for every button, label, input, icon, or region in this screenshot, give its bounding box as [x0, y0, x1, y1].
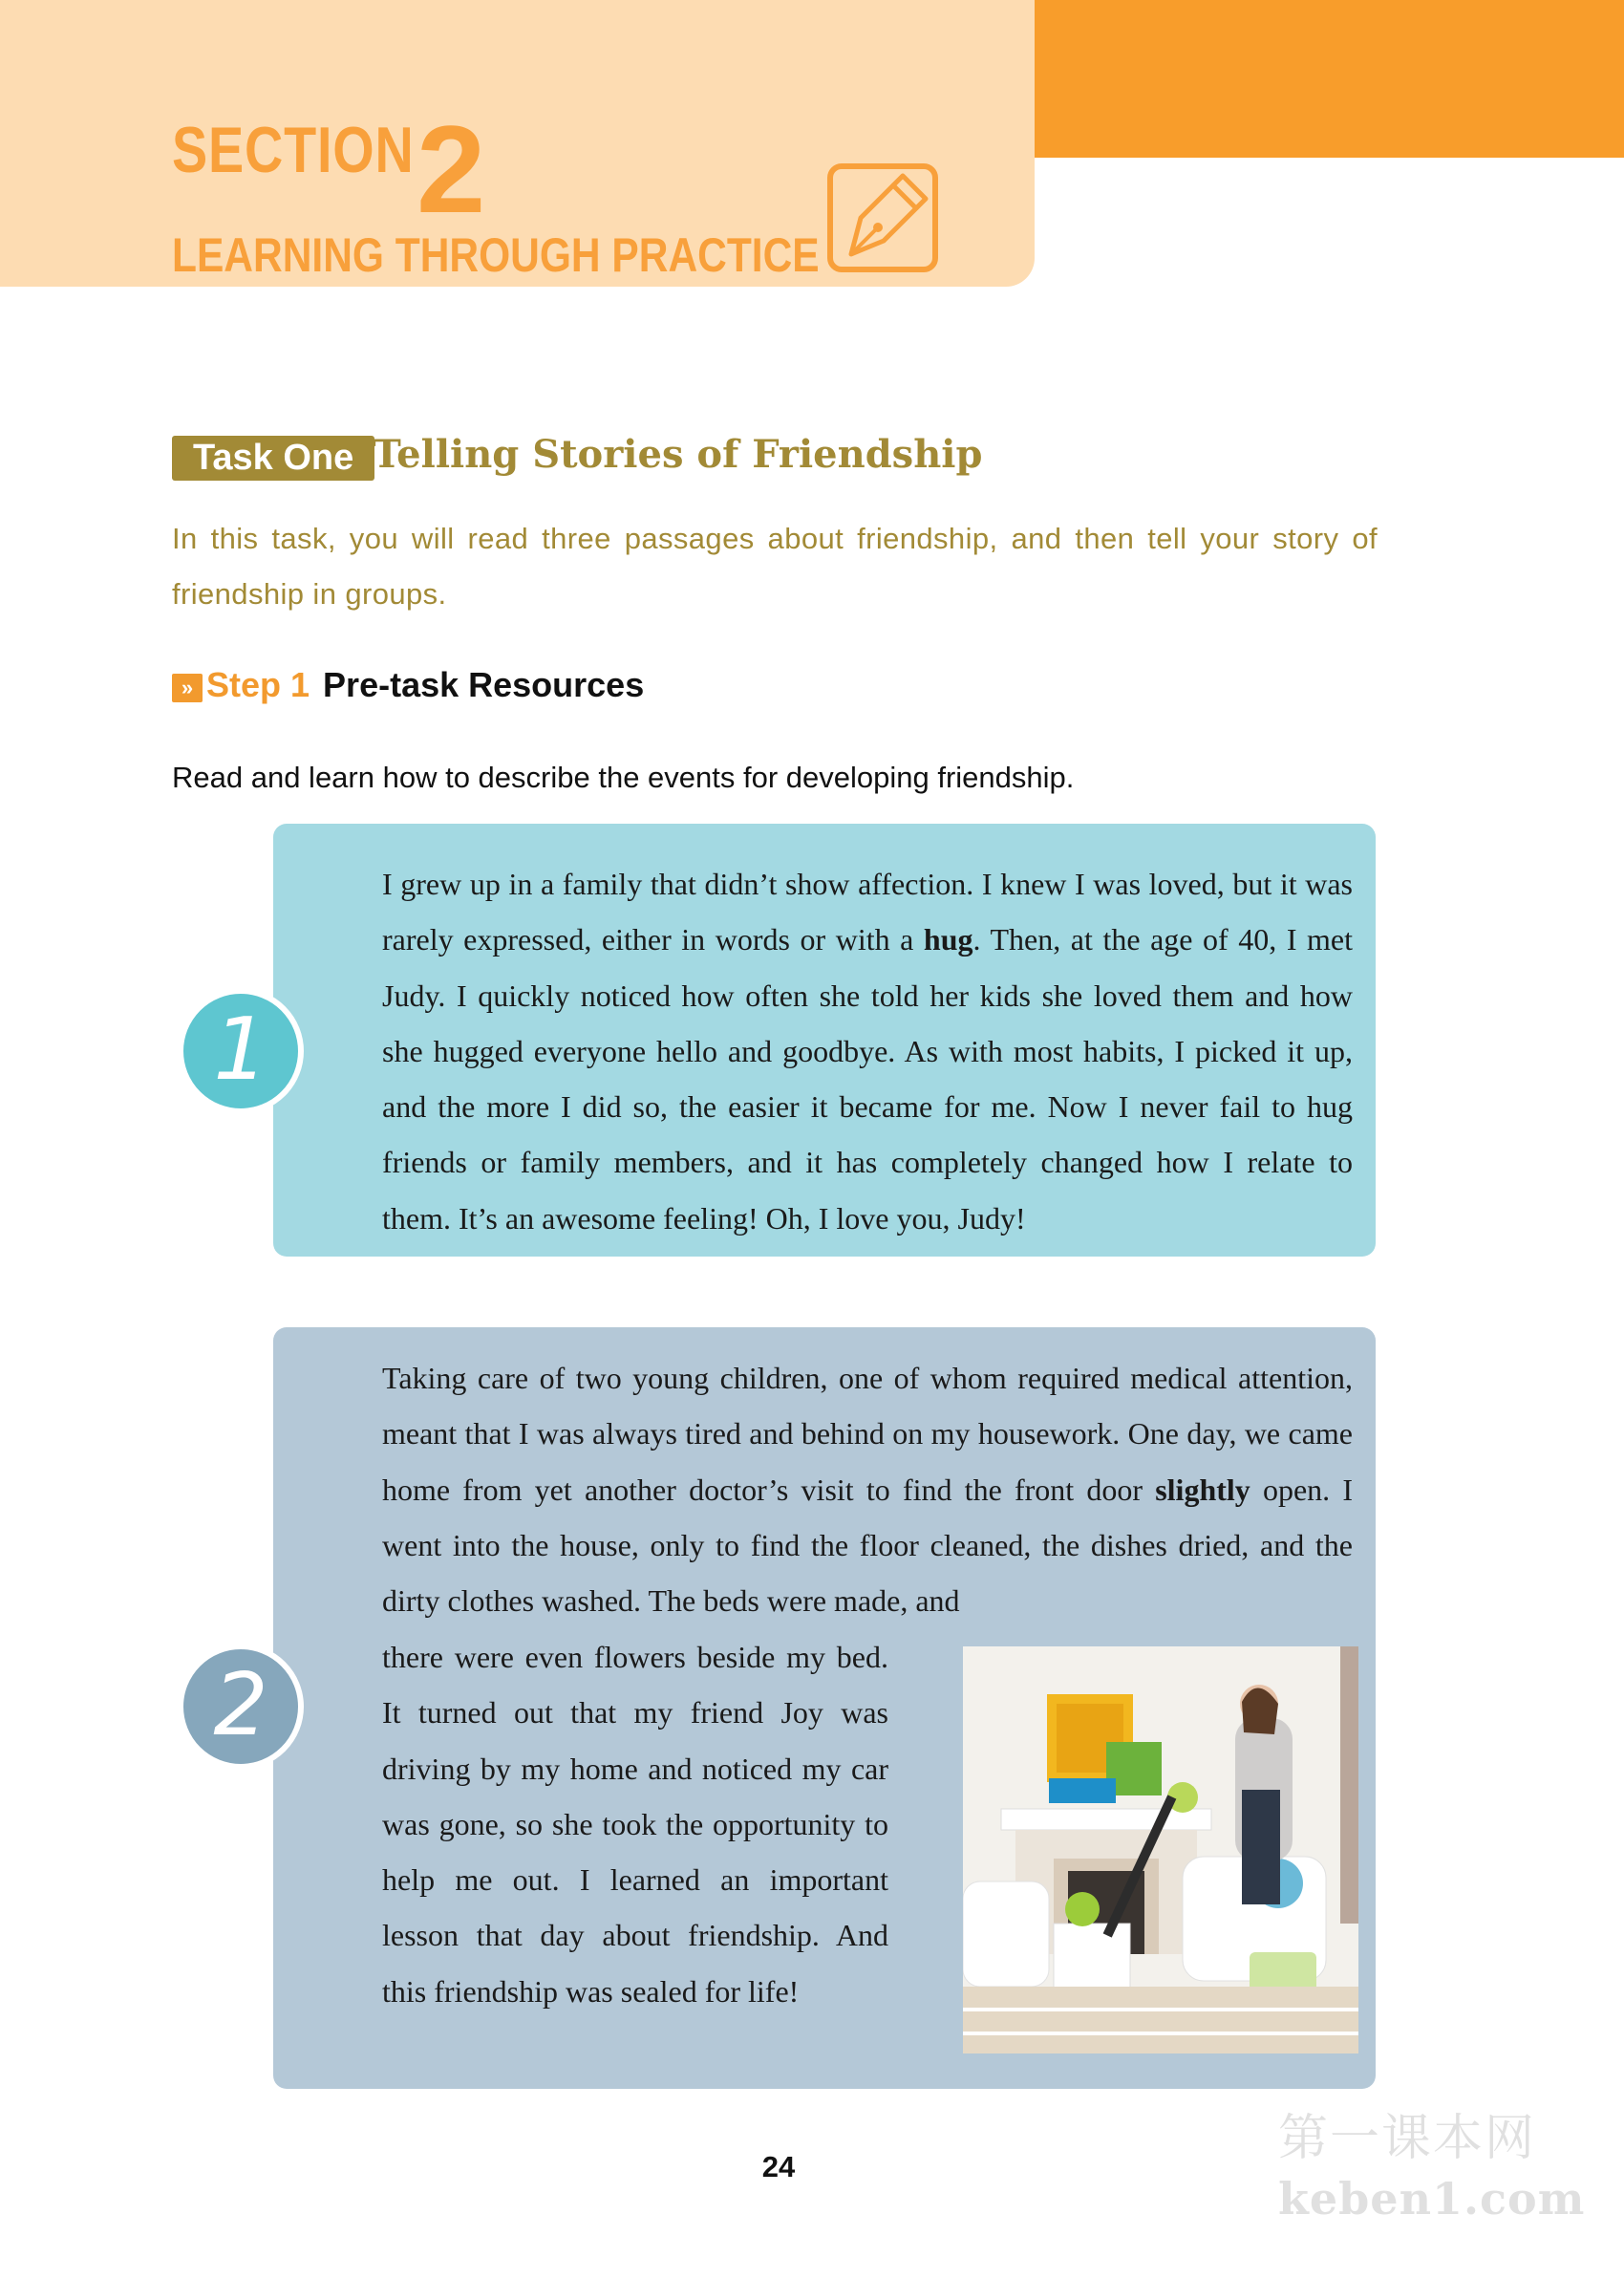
- cleaning-woman-photo: [963, 1646, 1358, 2053]
- instruction-text: Read and learn how to describe the events for developing friendship.: [172, 761, 1075, 794]
- section-word: SECTION: [172, 114, 415, 186]
- passage-1-text-start: I grew up in a family that didn’t show affection. I knew I was loved, but it was rarely expressed, either in words or with a: [382, 867, 1353, 957]
- pen-nib-icon: [826, 162, 939, 273]
- passage-text-2: [382, 1350, 1353, 1628]
- task-badge: Task One: [172, 436, 374, 481]
- passage-text-2-continued: there were even flowers beside my bed. It turned out that my friend Joy was driving by my home and noticed my car was gone, so she took the opportunity to help me out. I learned an important lesson that day about friendship. And this friendship was sealed for life!: [382, 1640, 888, 2009]
- task-intro: In this task, you will read three passages about friendship, and then tell your story of friendship in groups.: [172, 522, 1378, 611]
- watermark: [1278, 2110, 1586, 2225]
- step-label: Step 1: [206, 665, 310, 704]
- double-chevron-icon: »: [172, 674, 203, 702]
- section-number: 2: [417, 99, 486, 239]
- section-heading: [172, 99, 486, 239]
- passage-number-badge-2: 2: [178, 1644, 304, 1770]
- page-number: 24: [761, 2150, 796, 2183]
- passage-2-keyword: slightly: [1155, 1472, 1250, 1507]
- step-heading: [172, 665, 644, 705]
- passage-1-text-end: . Then, at the age of 40, I met Judy. I quickly noticed how often she told her kids she loved them and how she hugged everyone hello and goodbye. As with most habits, I picked it up, and the more I did so, the easier it became for me. Now I never fail to hug friends or family members, and it has completely changed how I relate to them. It’s an awesome feeling! Oh, I love you, Judy!: [382, 922, 1354, 1236]
- passage-2-text-end: open. I went into the house, only to find the floor cleaned, the dishes dried, and the dirty clothes washed. The beds were made, and: [382, 1472, 1354, 1619]
- section-subtitle: LEARNING THROUGH PRACTICE: [172, 228, 820, 282]
- task-title: Telling Stories of Friendship: [373, 432, 983, 477]
- passage-1-keyword: hug: [923, 922, 973, 957]
- step-title: Pre-task Resources: [323, 665, 645, 704]
- passage-2-text-start: Taking care of two young children, one of whom required medical attention, meant that I was always tired and behind on my housework. One day, we came home from yet another doctor’s visit to find the front door: [382, 1361, 1353, 1507]
- header-stripe: [1035, 0, 1624, 158]
- passage-number-badge-1: 1: [178, 988, 304, 1114]
- watermark-chinese: 第一课本网: [1278, 2110, 1537, 2167]
- watermark-domain: keben1.com: [1278, 2173, 1586, 2225]
- passage-text-1: [382, 856, 1353, 1246]
